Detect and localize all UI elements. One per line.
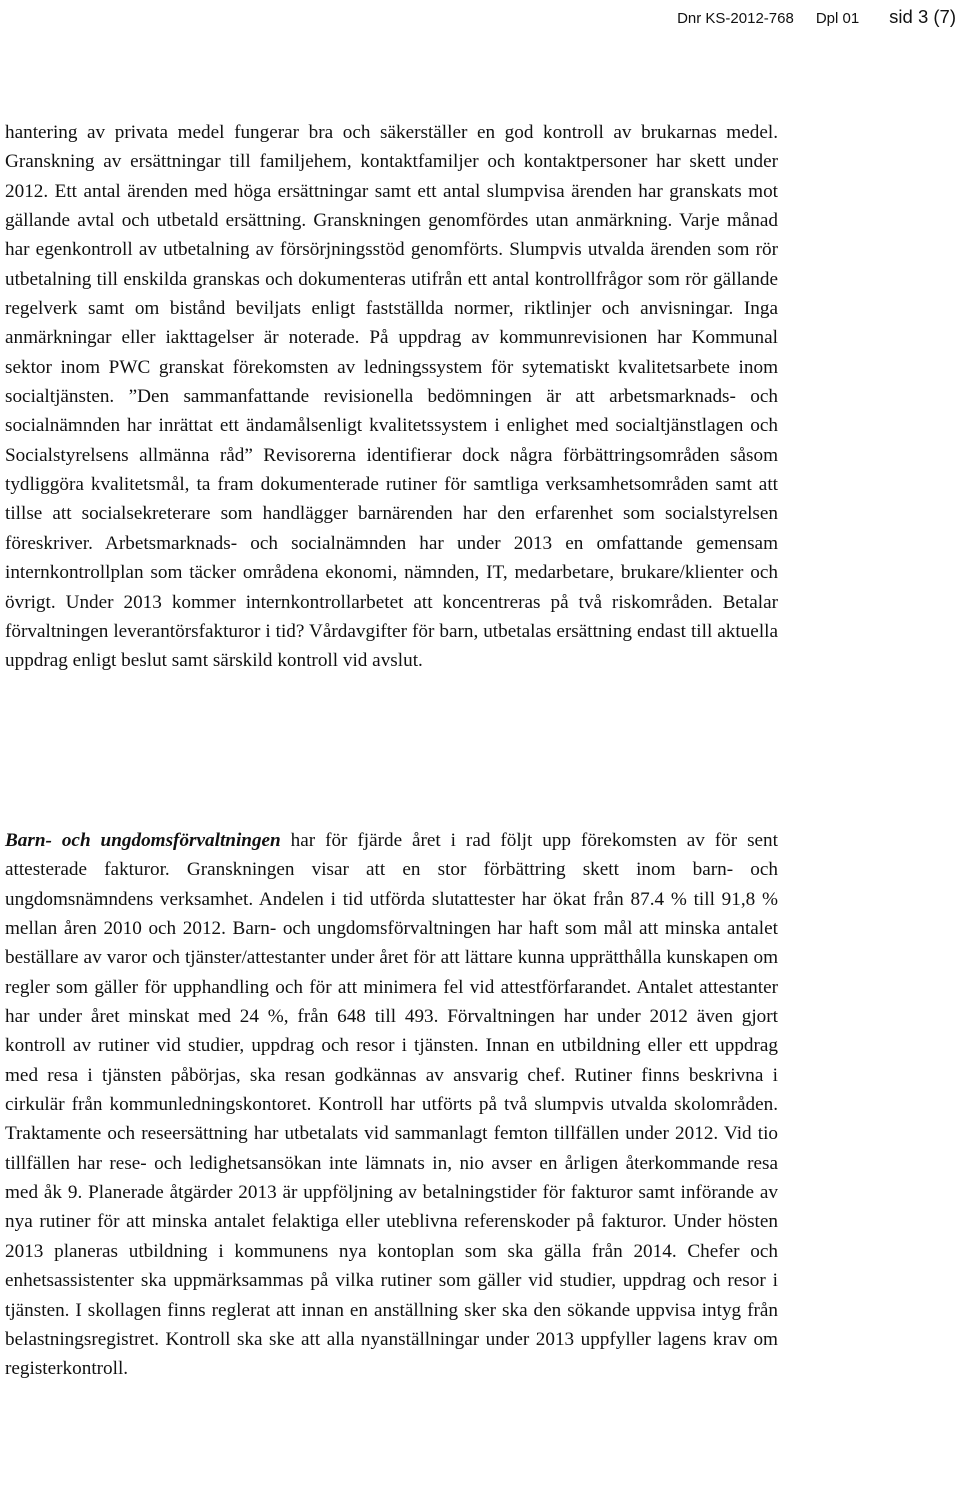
department-heading: Barn- och ungdomsförvaltningen (5, 830, 281, 851)
paragraph-content (5, 826, 778, 1384)
page-header (677, 6, 956, 28)
document-plan-number: Dpl 01 (815, 10, 860, 27)
paragraph-text: hantering av privata medel fungerar bra och säkerställer en god kontroll av brukarnas medel. Granskning av ersättningar till familjehem, kontaktfamiljer och kontaktpersoner har skett under 2012. Ett antal ärenden med höga ersättningar samt ett antal slumpvisa ärenden har granskats mot gällande avtal och utbetald ersättning. Granskningen genomfördes utan anmärkning. Varje månad har egenkontroll av utbetalning av försörjningsstöd genomförts. Slumpvis utvalda ärenden som rör utbetalning till enskilda granskas och dokumenteras utifrån ett antal kontrollfrågor som rör gällande regelverk samt om bistånd beviljats enligt fastställda normer, riktlinjer och anvisningar. Inga anmärkningar eller iakttagelser är noterade. På uppdrag av kommunrevisionen har Kommunal sektor inom PWC granskat förekomsten av ledningssystem för sytematiskt kvalitetsarbete inom socialtjänsten. ”Den sammanfattande revisionella bedömningen är att arbetsmarknads- och socialnämnden har inrättat ett ändamålsenligt kvalitetssystem i enlighet med socialtjänstlagen och Socialstyrelsens allmänna råd” Revisorerna identifierar dock några förbättringsområden såsom tydliggöra kvalitetsmål, ta fram dokumenterade rutiner för samtliga verksamhetsområden samt att tillse att socialsekreterare som handlägger barnärenden har den erfarenhet som socialstyrelsen föreskriver. Arbetsmarknads- och socialnämnden har under 2013 en omfattande gemensam internkontrollplan som täcker områdena ekonomi, nämnden, IT, medarbetare, brukare/klienter och övrigt. Under 2013 kommer internkontrollarbetet att koncentreras på två riskområden. Betalar förvaltningen leverantörsfakturor i tid? Vårdavgifter för barn, utbetalas ersättning endast till aktuella uppdrag enligt beslut samt särskild kontroll vid avslut. (5, 122, 778, 672)
document-number: Dnr KS-2012-768 (677, 10, 794, 27)
paragraph-social-services (5, 118, 778, 676)
page-number: sid 3 (7) (889, 6, 956, 27)
paragraph-text: har för fjärde året i rad följt upp förekomsten av för sent attesterade fakturor. Granskningen visar att en stor förbättring skett inom barn- och ungdomsnämndens verksamhet. Andelen i tid utförda slutattester har ökat från 87.4 % till 91,8 % mellan åren 2010 och 2012. Barn- och ungdomsförvaltningen har haft som mål att minska antalet beställare av varor och tjänster/attestanter under året för att lättare kunna upprätthålla kunskapen om regler som gäller för upphandling och för att minimera fel vid attestförfarandet. Antalet attestanter har under året minskat med 24 %, från 648 till 493. Förvaltningen har under 2012 även gjort kontroll av rutiner vid studier, uppdrag och resor i tjänsten. Innan en utbildning eller ett uppdrag med resa i tjänsten påbörjas, ska resan godkännas av ansvarig chef. Rutiner finns beskrivna i cirkulär från kommunledningskontoret. Kontroll har utförts på två slumpvis utvalda skolområden. Traktamente och reseersättning har utbetalats vid sammanlagt femton tillfällen under 2012. Vid tio tillfällen har rese- och ledighetsansökan inte lämnats in, nio avser en årligen återkommande resa med åk 9. Planerade åtgärder 2013 är uppföljning av betalningstider för fakturor samt införande av nya rutiner för att minska antalet felaktiga eller uteblivna referenskoder på fakturor. Under hösten 2013 planeras utbildning i kommunens nya kontoplan som ska gälla från 2014. Chefer och enhetsassistenter ska uppmärksammas på vilka rutiner som gäller vid studier, uppdrag och resor i tjänsten. I skollagen finns reglerat att innan en anställning sker ska den sökande uppvisa intyg från belastningsregistret. Kontroll ska ske att alla nyanställningar under 2013 uppfyller lagens krav om registerkontroll. (5, 830, 778, 1380)
paragraph-child-youth-administration (5, 826, 778, 1384)
